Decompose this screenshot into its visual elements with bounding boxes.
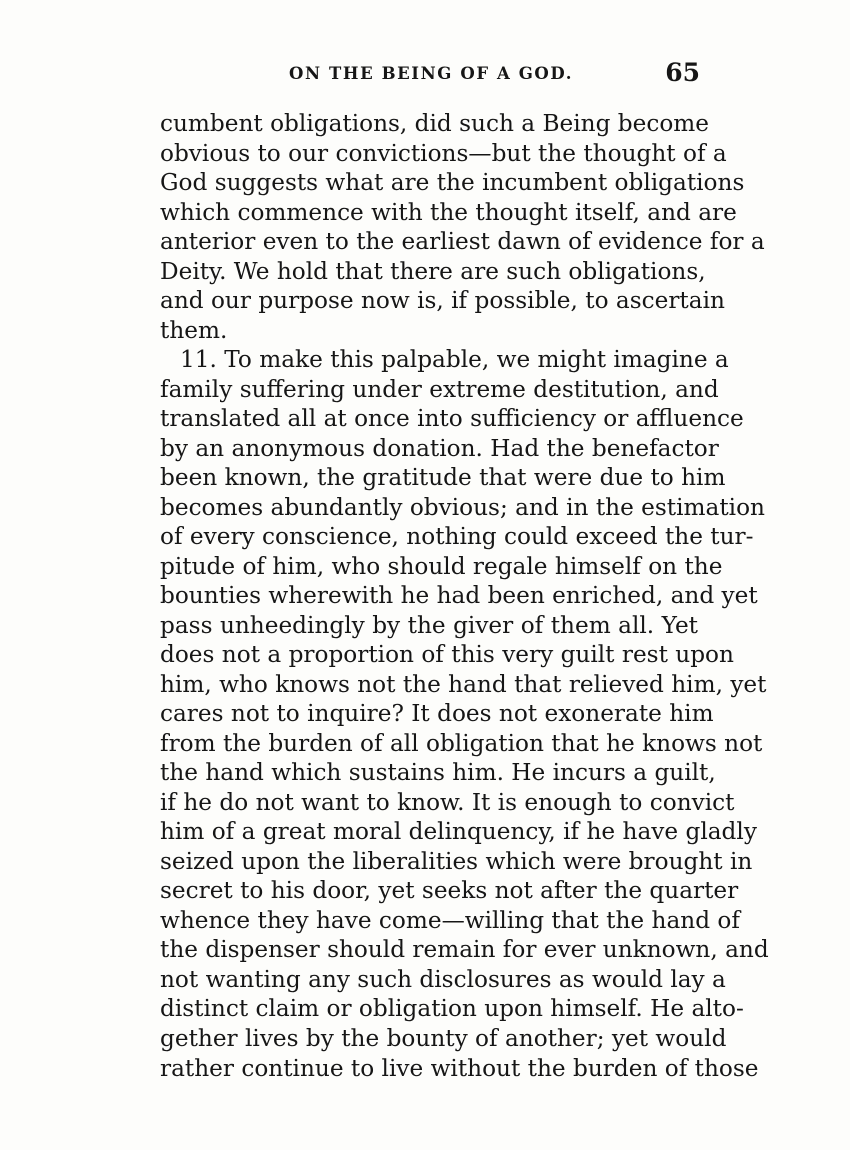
running-title: ON THE BEING OF A GOD. [289,64,574,83]
text-line: secret to his door, yet seeks not after the quarter [160,877,739,905]
text-line: bounties wherewith he had been enriched, and yet [160,582,758,610]
text-line: rather continue to live without the burden of those [160,1054,759,1082]
text-line: anterior even to the earliest dawn of evidence for a [160,228,765,256]
text-line: family suffering under extreme destitution, and [160,375,719,403]
text-line: by an anonymous donation. Had the benefactor [160,434,719,462]
text-line: him, who knows not the hand that relieved him, yet [160,670,767,698]
text-line: seized upon the liberalities which were brought in [160,847,753,875]
text-line: cares not to inquire? It does not exonerate him [160,700,714,728]
text-line: whence they have come—willing that the hand of [160,906,740,934]
text-line: them. [160,316,228,344]
text-line: Deity. We hold that there are such obligations, [160,257,706,285]
text-line: been known, the gratitude that were due to him [160,464,726,492]
text-line: pass unheedingly by the giver of them all. Yet [160,611,698,639]
text-line: him of a great moral delinquency, if he have gladly [160,818,757,846]
text-line: translated all at once into sufficiency or affluence [160,405,744,433]
text-line: and our purpose now is, if possible, to ascertain [160,287,725,315]
text-line: the dispenser should remain for ever unknown, and [160,936,769,964]
text-line: God suggests what are the incumbent obligations [160,169,745,197]
text-line: obvious to our convictions—but the thought of a [160,139,727,167]
text-line: distinct claim or obligation upon himself. He alto- [160,995,744,1023]
text-line: does not a proportion of this very guilt rest upon [160,641,734,669]
text-line: which commence with the thought itself, and are [160,198,737,226]
text-line: the hand which sustains him. He incurs a guilt, [160,759,716,787]
body-text [160,109,769,1083]
paragraph-start-line: 11. To make this palpable, we might imagine a [180,346,729,374]
text-line: of every conscience, nothing could exceed the tur- [160,523,754,551]
text-line: cumbent obligations, did such a Being become [160,110,710,137]
text-line: pitude of him, who should regale himself on the [160,552,723,580]
text-line: not wanting any such disclosures as would lay a [160,965,726,993]
page-number: 65 [665,58,700,87]
text-line: gether lives by the bounty of another; yet would [160,1024,727,1052]
text-line: if he do not want to know. It is enough to convict [160,788,735,816]
text-line: becomes abundantly obvious; and in the estimation [160,493,765,521]
text-line: from the burden of all obligation that he knows not [160,729,763,757]
running-head [160,60,700,94]
